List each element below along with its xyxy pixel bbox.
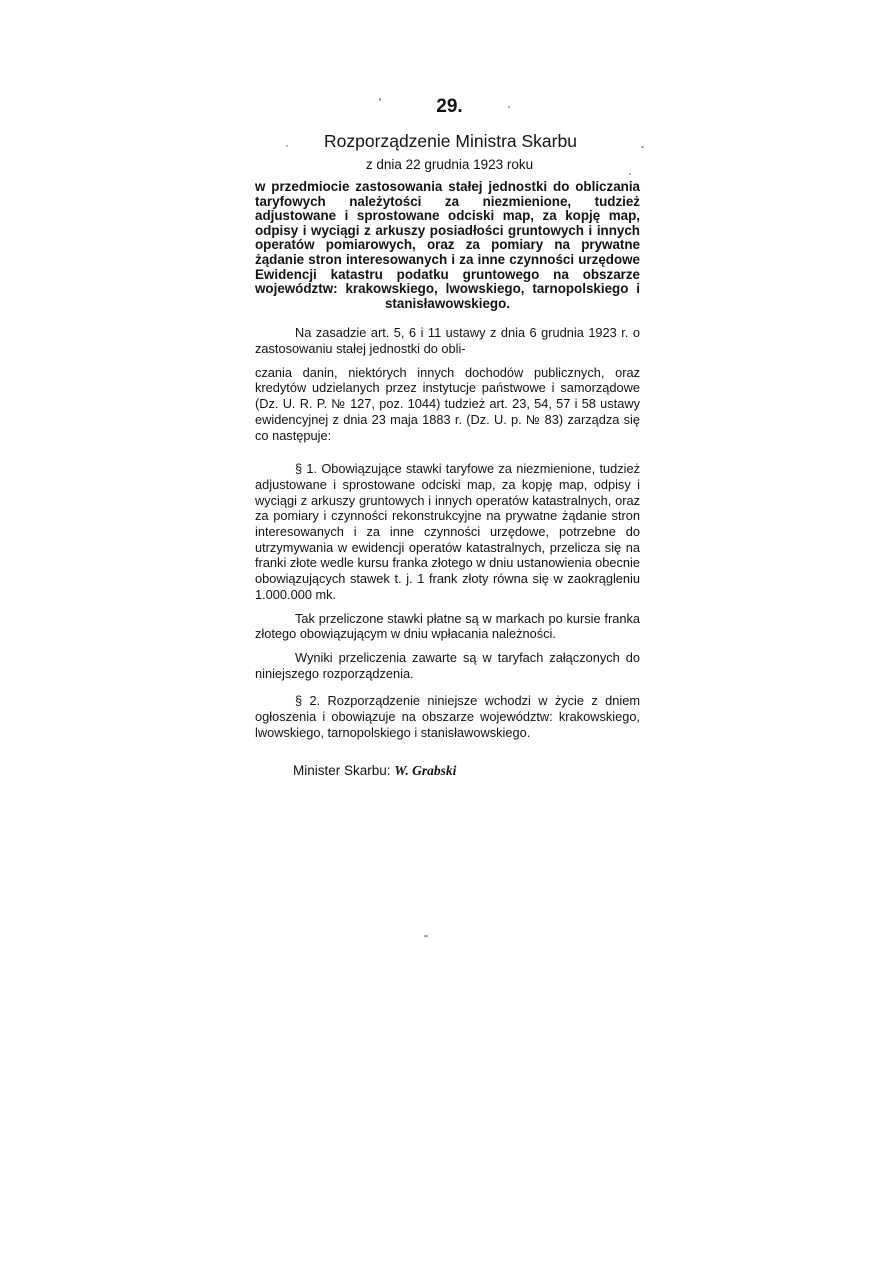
date-line: z dnia 22 grudnia 1923 roku: [365, 157, 534, 172]
signature-name: W. Grabski: [394, 762, 457, 778]
section-1-paragraph-2: Tak przeliczone stawki płatne są w markach po kursie franka złotego obowiązującym w dniu wpłacania należności.: [255, 610, 640, 642]
section-1-paragraph: § 1. Obowiązujące stawki taryfowe za niezmienione, tudzież adjustowane i sprostowane odciski map, za kopję map, odpisy i wyciągi z arkuszy gruntowych i innych operatów katastralnych, oraz za pomiary i czynności rekonstrukcyjne na prywatne żądanie stron interesowanych i za inne czynności urzędowe, potrzebne do utrzymywania w ewidencji operatów katastralnych, przelicza się na franki złote wedle kursu franka złotego w dniu ustanowienia obecnie obowiązujących stawek t. j. 1 frank złoty równa się w zaokrągleniu 1.000.000 mk.: [255, 461, 640, 602]
scan-speck: [629, 173, 631, 175]
scan-speck: [424, 935, 428, 937]
section-1-paragraph-3: Wyniki przeliczenia zawarte są w taryfach załączonych do niniejszego rozporządzenia.: [255, 650, 640, 681]
scan-speck: [641, 146, 644, 148]
preamble-paragraph-1: Na zasadzie art. 5, 6 i 11 ustawy z dnia 6 grudnia 1923 r. o zastosowaniu stałej jednostki do obli-: [255, 325, 640, 357]
signature-line: [293, 763, 640, 779]
page-number: 29.: [436, 96, 463, 117]
scan-speck: [508, 106, 510, 108]
subject-paragraph: w przedmiocie zastosowania stałej jednostki do obliczania taryfowych należytości za niezmienione, tudzież adjustowane i sprostowane odciski map, za kopję map, odpisy i wyciągi z arkuszy posiadłości gruntowych i innych operatów pomiarowych, oraz za pomiary na prywatne żądanie stron interesowanych i za inne czynności urzędowe Ewidencji katastru podatku gruntowego na obszarze województw: krakowskiego, lwowskiego, tarnopolskiego i stanisławowskiego.: [255, 179, 640, 311]
preamble-paragraph-2: czania danin, niektórych innych dochodów publicznych, oraz kredytów udzielanych przez instytucje państwowe i samorządowe (Dz. U. R. P. № 127, poz. 1044) tudzież art. 23, 54, 57 i 58 ustawy ewidencyjnej z dnia 23 maja 1883 r. (Dz. U. p. № 83) zarządza się co następuje:: [255, 364, 640, 443]
scan-speck: [286, 145, 288, 147]
scan-speck: [379, 98, 381, 101]
signature-label: Minister Skarbu:: [293, 762, 391, 778]
document-title: Rozporządzenie Ministra Skarbu: [324, 131, 577, 151]
section-2-paragraph: § 2. Rozporządzenie niniejsze wchodzi w życie z dniem ogłoszenia i obowiązuje na obszarze województw: krakowskiego, lwowskiego, tarnopolskiego i stanisławowskiego.: [255, 693, 640, 740]
document-page: [255, 96, 640, 779]
